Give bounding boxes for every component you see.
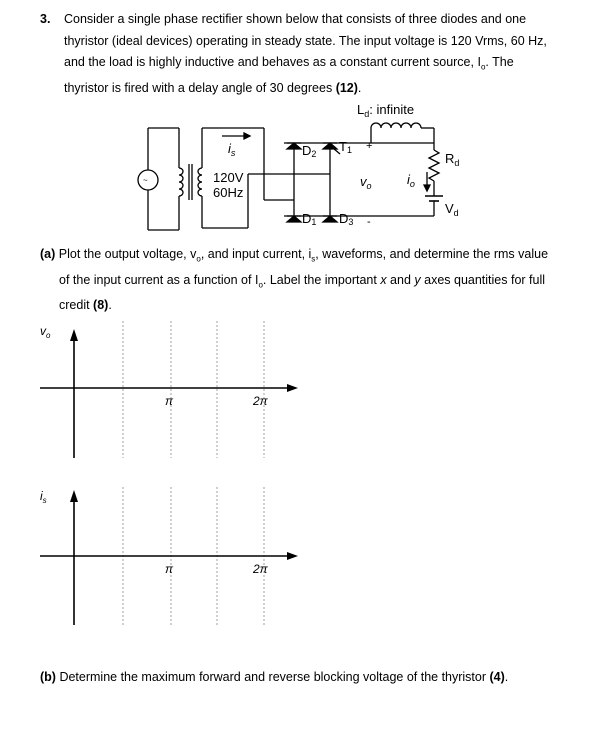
question-number: 3. <box>40 12 51 26</box>
frequency-label: 60Hz <box>213 185 244 200</box>
plot-is-tick-2pi: 2π <box>253 562 268 576</box>
d3-label: D3 <box>339 211 354 227</box>
rd-label: $R_d$ <box>445 151 460 168</box>
is-label: $i_s$ <box>228 141 236 158</box>
ld-label: $L_d$: infinite <box>357 102 415 119</box>
question-line-4: thyristor is fired with a delay angle of 30 degrees (12). <box>64 81 362 95</box>
vo-label: $v_o$ <box>360 174 372 191</box>
question-line-2: thyristor (ideal devices) operating in steady state. The input voltage is 120 Vrms, 60 Hz, <box>64 33 547 48</box>
thyristor-t1-icon <box>323 143 337 149</box>
plot-vo-tick-pi: π <box>165 394 174 408</box>
plot-is <box>40 487 298 625</box>
inductor-ld-icon <box>371 123 421 128</box>
plot-vo-axis-label: $v_o$ <box>40 324 51 340</box>
d2-label: D2 <box>302 143 317 159</box>
resistor-rd-icon <box>429 150 439 181</box>
y-axis-arrow-icon <box>70 329 78 341</box>
diode-d3-icon <box>323 216 337 222</box>
question-line-3: and the load is highly inductive and behaves as a constant current source, $I_o$. The <box>64 55 514 72</box>
plot-is-tick-pi: π <box>165 562 174 576</box>
voltage-label: 120V <box>213 170 244 185</box>
x-axis-arrow-icon <box>287 384 298 392</box>
part-a-line-2: of the input current as a function of $I_o$. Label the important x and y axes quantities for full <box>59 272 546 289</box>
transformer-secondary-icon <box>198 168 202 196</box>
io-label: $i_o$ <box>407 172 415 189</box>
minus-label: - <box>367 216 371 228</box>
plot-vo-tick-2pi: 2π <box>253 394 268 408</box>
diode-d1-icon <box>287 216 301 222</box>
ac-source-icon <box>138 170 158 190</box>
plot-is-axis-label: $i_s$ <box>40 489 47 505</box>
d1-label: D1 <box>302 211 317 227</box>
diode-d2-icon <box>287 143 301 149</box>
part-a-text <box>40 244 576 316</box>
vd-label: $V_d$ <box>445 201 459 218</box>
x-axis-arrow-icon <box>287 552 298 560</box>
part-a-line-3: credit (8). <box>59 298 112 312</box>
transformer-primary-icon <box>179 168 183 196</box>
ac-source-symbol: ~ <box>143 176 148 185</box>
plot-vo <box>40 321 298 458</box>
part-b-text: (b) Determine the maximum forward and reverse blocking voltage of the thyristor (4). <box>40 670 509 684</box>
question-line-1: Consider a single phase rectifier shown below that consists of three diodes and one <box>64 12 527 26</box>
plus-label: + <box>366 140 373 152</box>
t1-label: T1 <box>339 139 352 155</box>
circuit-diagram <box>138 123 443 230</box>
y-axis-arrow-icon <box>70 490 78 502</box>
part-a-line-1: (a) Plot the output voltage, $v_o$, and input current, $i_s$, waveforms, and determine the rms value <box>40 247 549 264</box>
